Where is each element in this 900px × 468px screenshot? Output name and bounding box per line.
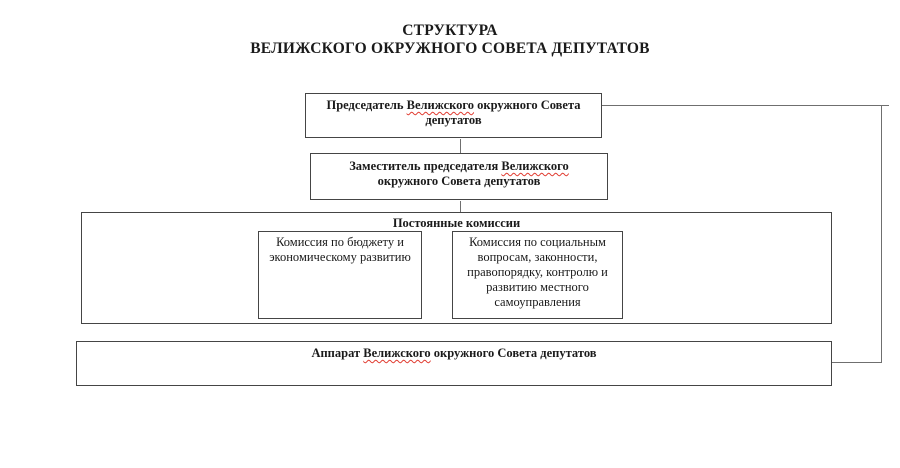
connector-right-bottom: [832, 362, 881, 363]
title-line-1: СТРУКТУРА: [402, 22, 498, 39]
connector-right-vertical: [881, 105, 882, 363]
node-deputy-text: Заместитель председателя: [349, 159, 502, 173]
title-line-2: ВЕЛИЖСКОГО ОКРУЖНОГО СОВЕТА ДЕПУТАТОВ: [250, 39, 650, 57]
connector-chairman-deputy: [460, 139, 461, 153]
spellcheck-word: Велижского: [406, 98, 475, 112]
node-chairman-line-2: депутатов: [425, 112, 482, 127]
node-chairman-text: окружного Совета: [474, 98, 581, 112]
page-title: [0, 22, 900, 57]
node-deputy-chairman: [310, 153, 608, 200]
spellcheck-word: Велижского: [501, 159, 569, 173]
connector-deputy-commissions: [460, 201, 461, 212]
node-chairman-text: Председатель: [326, 98, 407, 112]
node-deputy-line-1: [311, 159, 607, 174]
spellcheck-word: Велижского: [363, 346, 431, 360]
node-chairman: [305, 93, 602, 138]
connector-right-top: [602, 105, 889, 106]
commissions-header: Постоянные комиссии: [392, 216, 521, 230]
node-social-commission: Комиссия по социальным вопросам, законности, правопорядку, контролю и развитию местного самоуправления: [452, 231, 623, 319]
node-apparatus-text: окружного Совета депутатов: [430, 346, 597, 360]
node-chairman-line-1: [306, 98, 601, 113]
node-deputy-line-2: окружного Совета депутатов: [377, 173, 541, 188]
node-apparatus: [76, 341, 832, 386]
node-apparatus-line: [77, 346, 831, 361]
node-standing-commissions: [81, 212, 832, 324]
node-apparatus-text: Аппарат: [311, 346, 364, 360]
node-budget-commission: Комиссия по бюджету и экономическому развитию: [258, 231, 422, 319]
